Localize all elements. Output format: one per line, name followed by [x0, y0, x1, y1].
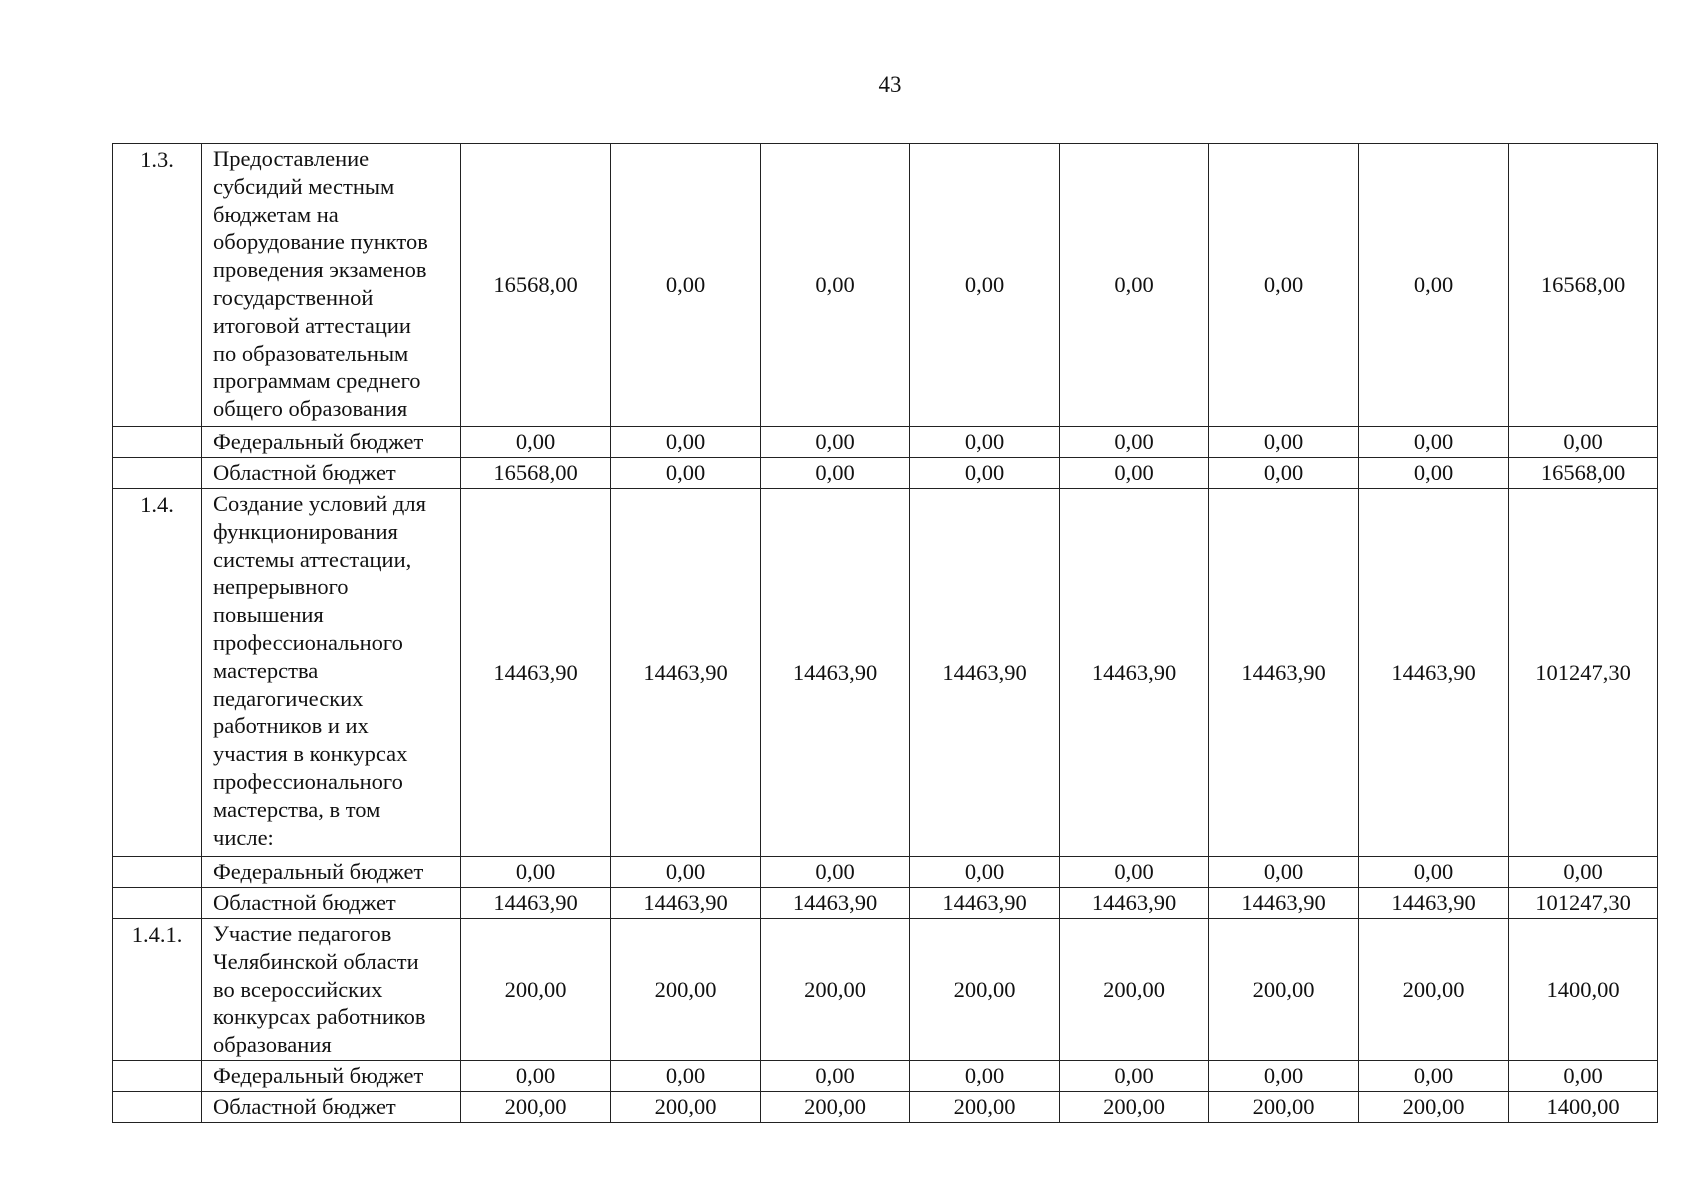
description-line: участия в конкурсах [213, 741, 408, 767]
budget-source-label: Областной бюджет [202, 1092, 461, 1123]
description-line: Участие педагогов [213, 921, 392, 946]
total-value: 0,00 [1509, 857, 1658, 888]
page-number: 43 [878, 72, 902, 97]
description-line: общего образования [213, 396, 408, 422]
item-description [202, 144, 461, 427]
year-value: 16568,00 [461, 458, 611, 489]
year-value: 200,00 [1359, 1092, 1509, 1123]
year-value: 0,00 [910, 857, 1060, 888]
description-line: работников и их [213, 713, 369, 739]
year-value: 14463,90 [1060, 489, 1209, 857]
year-value: 200,00 [1060, 919, 1209, 1061]
description-line: непрерывного [213, 574, 349, 600]
year-value: 0,00 [1359, 1061, 1509, 1092]
description-line: мастерства, в том [213, 796, 381, 822]
year-value: 0,00 [1209, 1061, 1359, 1092]
table-row [113, 458, 1658, 489]
table-row [113, 919, 1658, 1061]
table-row [113, 427, 1658, 458]
year-value: 16568,00 [461, 144, 611, 427]
year-value: 14463,90 [461, 489, 611, 857]
description-line: педагогических [213, 685, 364, 711]
year-value: 0,00 [611, 144, 761, 427]
year-value: 0,00 [461, 427, 611, 458]
description-line: числе: [213, 824, 274, 850]
year-value: 14463,90 [1209, 489, 1359, 857]
year-value: 200,00 [611, 1092, 761, 1123]
year-value: 14463,90 [1060, 888, 1209, 919]
year-value: 14463,90 [611, 888, 761, 919]
row-number [113, 1061, 202, 1092]
description-line: государственной [213, 284, 374, 310]
year-value: 200,00 [1060, 1092, 1209, 1123]
total-value: 1400,00 [1509, 919, 1658, 1061]
year-value: 0,00 [611, 857, 761, 888]
table-row [113, 857, 1658, 888]
year-value: 0,00 [1359, 458, 1509, 489]
description-line: конкурсах работников [213, 1004, 426, 1030]
table-row [113, 489, 1658, 857]
budget-source-label: Федеральный бюджет [202, 1061, 461, 1092]
year-value: 0,00 [1060, 427, 1209, 458]
description-line: функционирования [213, 518, 398, 544]
year-value: 0,00 [1060, 1061, 1209, 1092]
year-value: 200,00 [1209, 1092, 1359, 1123]
item-description [202, 919, 461, 1061]
year-value: 0,00 [1359, 144, 1509, 427]
year-value: 200,00 [761, 1092, 910, 1123]
year-value: 200,00 [461, 919, 611, 1061]
budget-table [112, 143, 1658, 1123]
total-value: 101247,30 [1509, 489, 1658, 857]
year-value: 14463,90 [1209, 888, 1359, 919]
description-line: Предоставление [213, 146, 370, 171]
year-value: 14463,90 [910, 888, 1060, 919]
year-value: 14463,90 [1359, 888, 1509, 919]
row-number [113, 427, 202, 458]
table-row [113, 144, 1658, 427]
description-line: во всероссийских [213, 976, 383, 1002]
year-value: 200,00 [910, 919, 1060, 1061]
year-value: 200,00 [611, 919, 761, 1061]
year-value: 14463,90 [761, 888, 910, 919]
total-value: 0,00 [1509, 427, 1658, 458]
year-value: 200,00 [910, 1092, 1060, 1123]
description-line: Челябинской области [213, 948, 419, 974]
table-row [113, 888, 1658, 919]
description-line: субсидий местным [213, 173, 395, 199]
year-value: 0,00 [761, 427, 910, 458]
description-line: профессионального [213, 768, 403, 794]
description-line: проведения экзаменов [213, 257, 427, 283]
year-value: 0,00 [761, 1061, 910, 1092]
year-value: 200,00 [1359, 919, 1509, 1061]
item-description [202, 489, 461, 857]
year-value: 0,00 [1359, 857, 1509, 888]
total-value: 16568,00 [1509, 458, 1658, 489]
description-line: Создание условий для [213, 491, 426, 516]
row-number [113, 1092, 202, 1123]
year-value: 0,00 [1209, 458, 1359, 489]
description-line: бюджетам на [213, 201, 339, 227]
year-value: 0,00 [1209, 427, 1359, 458]
row-number: 1.4. [113, 489, 202, 857]
budget-source-label: Областной бюджет [202, 888, 461, 919]
year-value: 200,00 [761, 919, 910, 1061]
year-value: 0,00 [611, 458, 761, 489]
year-value: 0,00 [910, 458, 1060, 489]
year-value: 200,00 [1209, 919, 1359, 1061]
description-line: по образовательным [213, 340, 409, 366]
year-value: 0,00 [761, 458, 910, 489]
year-value: 14463,90 [1359, 489, 1509, 857]
year-value: 200,00 [461, 1092, 611, 1123]
total-value: 101247,30 [1509, 888, 1658, 919]
description-line: итоговой аттестации [213, 312, 411, 338]
year-value: 0,00 [1060, 857, 1209, 888]
budget-source-label: Областной бюджет [202, 458, 461, 489]
table-row [113, 1061, 1658, 1092]
year-value: 14463,90 [761, 489, 910, 857]
year-value: 0,00 [910, 1061, 1060, 1092]
year-value: 0,00 [611, 1061, 761, 1092]
year-value: 0,00 [611, 427, 761, 458]
budget-source-label: Федеральный бюджет [202, 857, 461, 888]
description-line: системы аттестации, [213, 546, 412, 572]
year-value: 0,00 [761, 144, 910, 427]
description-line: мастерства [213, 657, 319, 683]
year-value: 0,00 [910, 427, 1060, 458]
row-number: 1.4.1. [113, 919, 202, 1061]
year-value: 14463,90 [461, 888, 611, 919]
year-value: 14463,90 [910, 489, 1060, 857]
row-number [113, 857, 202, 888]
year-value: 0,00 [1209, 857, 1359, 888]
year-value: 0,00 [1359, 427, 1509, 458]
description-line: оборудование пунктов [213, 229, 428, 255]
total-value: 0,00 [1509, 1061, 1658, 1092]
table-body [113, 144, 1658, 1123]
description-line: образования [213, 1032, 332, 1058]
year-value: 0,00 [461, 857, 611, 888]
year-value: 0,00 [1060, 458, 1209, 489]
description-line: программам среднего [213, 368, 421, 394]
description-line: повышения [213, 602, 324, 628]
row-number: 1.3. [113, 144, 202, 427]
budget-source-label: Федеральный бюджет [202, 427, 461, 458]
year-value: 0,00 [1060, 144, 1209, 427]
row-number [113, 888, 202, 919]
total-value: 1400,00 [1509, 1092, 1658, 1123]
year-value: 0,00 [910, 144, 1060, 427]
row-number [113, 458, 202, 489]
table-row [113, 1092, 1658, 1123]
total-value: 16568,00 [1509, 144, 1658, 427]
year-value: 0,00 [1209, 144, 1359, 427]
year-value: 14463,90 [611, 489, 761, 857]
description-line: профессионального [213, 629, 403, 655]
year-value: 0,00 [761, 857, 910, 888]
year-value: 0,00 [461, 1061, 611, 1092]
